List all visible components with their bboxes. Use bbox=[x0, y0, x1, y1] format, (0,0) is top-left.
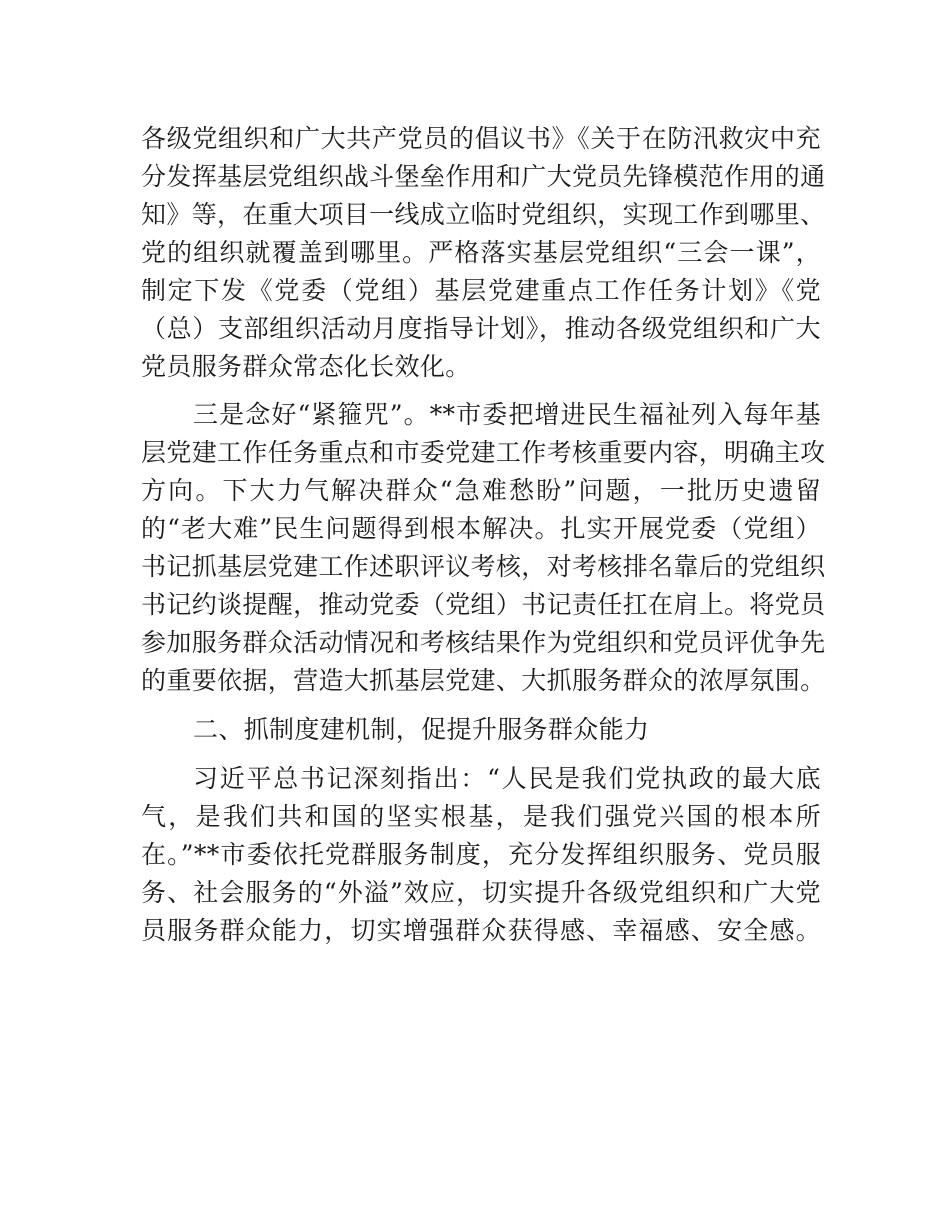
paragraph-line: 三是念好“紧箍咒”。**市委把增进民生福祉列入每年基 bbox=[193, 400, 821, 429]
paragraph-line: 员服务群众能力，切实增强群众获得感、幸福感、安全感。 bbox=[141, 916, 821, 945]
paragraph-line: 分发挥基层党组织战斗堡垒作用和广大党员先锋模范作用的通 bbox=[141, 162, 826, 191]
paragraph-line: 制定下发《党委（党组）基层党建重点工作任务计划》《党 bbox=[141, 276, 821, 305]
paragraph-line: 习近平总书记深刻指出：“人民是我们党执政的最大底 bbox=[193, 764, 821, 793]
paragraph-line: 方向。下大力气解决群众“急难愁盼”问题，一批历史遗留 bbox=[141, 476, 821, 505]
paragraph-line: 的“老大难”民生问题得到根本解决。扎实开展党委（党组） bbox=[141, 514, 821, 543]
paragraph-line: 在。”**市委依托党群服务制度，充分发挥组织服务、党员服 bbox=[141, 840, 821, 869]
paragraph-line: 气，是我们共和国的坚实根基，是我们强党兴国的根本所 bbox=[141, 802, 821, 831]
paragraph-line: 党的组织就覆盖到哪里。严格落实基层党组织“三会一课”， bbox=[141, 238, 821, 267]
paragraph-line: （总）支部组织活动月度指导计划》，推动各级党组织和广大 bbox=[141, 314, 821, 343]
paragraph-line: 务、社会服务的“外溢”效应，切实提升各级党组织和广大党 bbox=[141, 878, 821, 907]
paragraph-line: 的重要依据，营造大抓基层党建、大抓服务群众的浓厚氛围。 bbox=[141, 666, 826, 695]
section-heading: 二、抓制度建机制，促提升服务群众能力 bbox=[193, 715, 650, 744]
paragraph-line: 参加服务群众活动情况和考核结果作为党组织和党员评优争先 bbox=[141, 628, 826, 657]
paragraph-line: 书记约谈提醒，推动党委（党组）书记责任扛在肩上。将党员 bbox=[141, 590, 826, 619]
paragraph-line: 党员服务群众常态化长效化。 bbox=[141, 352, 471, 381]
paragraph-line: 各级党组织和广大共产党员的倡议书》《关于在防汛救灾中充 bbox=[141, 124, 821, 153]
paragraph-line: 层党建工作任务重点和市委党建工作考核重要内容，明确主攻 bbox=[141, 438, 826, 467]
paragraph-line: 知》等，在重大项目一线成立临时党组织，实现工作到哪里、 bbox=[141, 200, 826, 229]
paragraph-line: 书记抓基层党建工作述职评议考核，对考核排名靠后的党组织 bbox=[141, 552, 826, 581]
